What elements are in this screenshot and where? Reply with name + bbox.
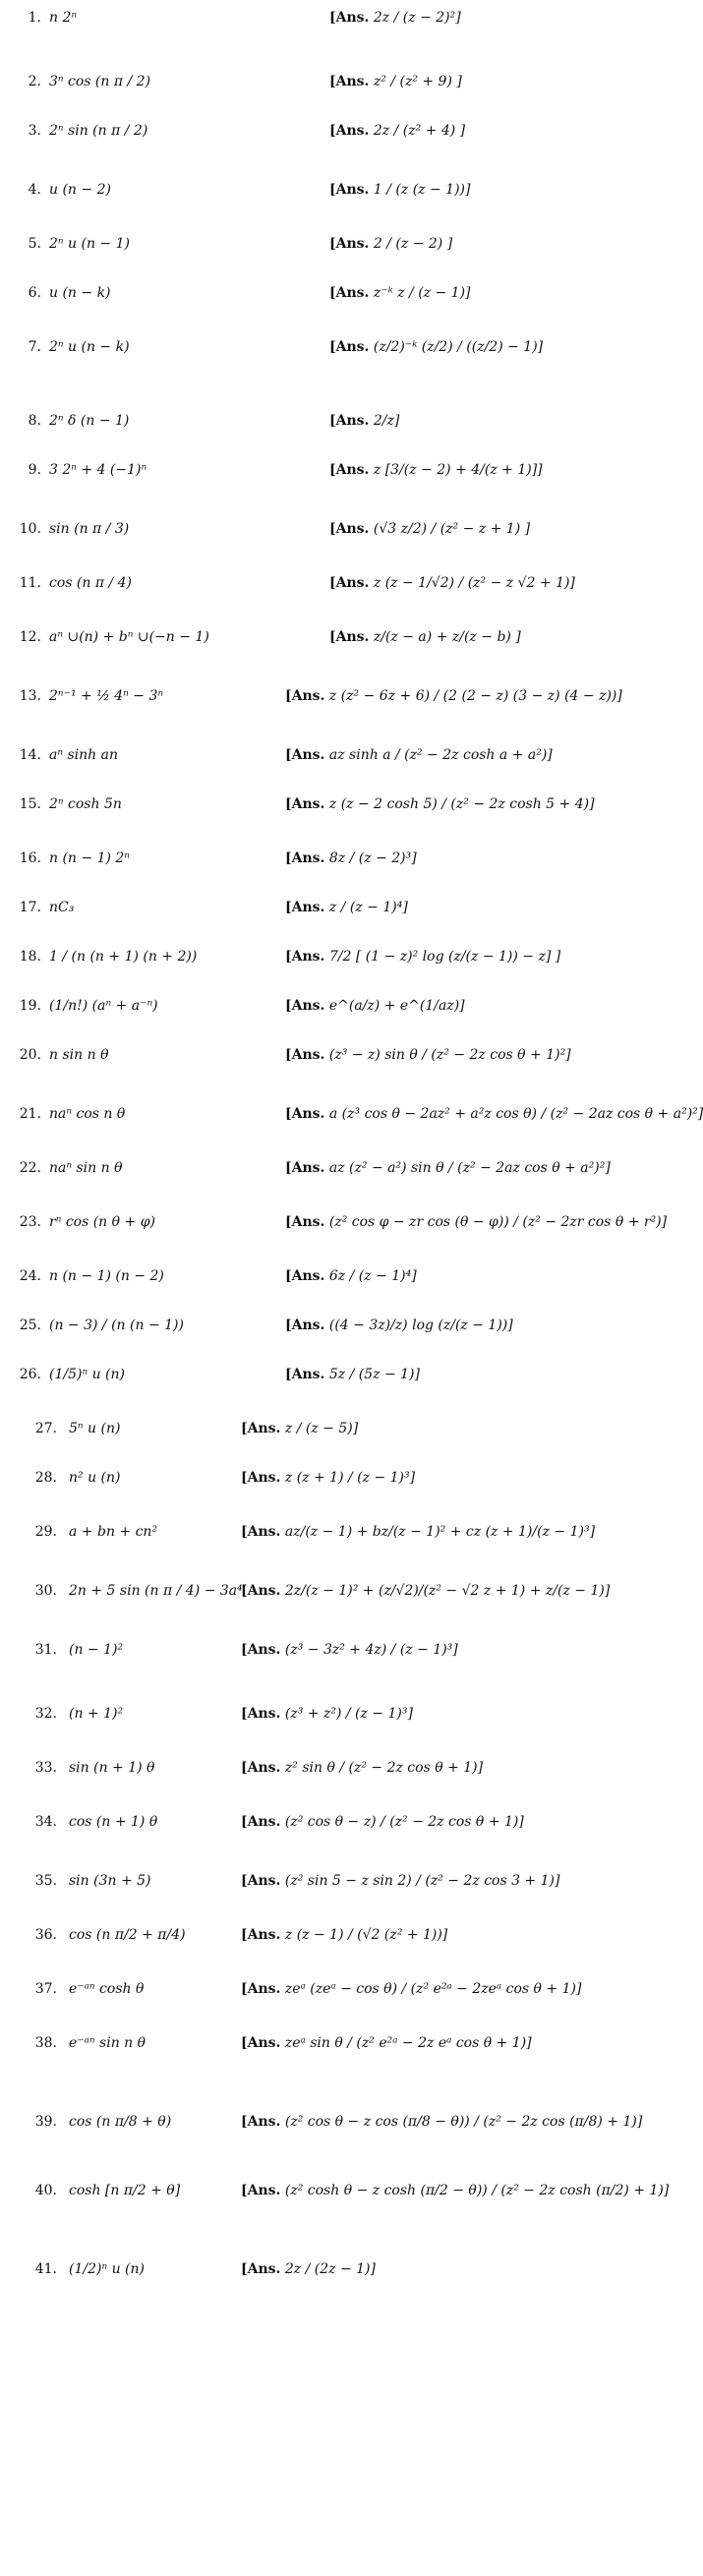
problem-expression: (1/5)ⁿ u (n) (49, 1367, 125, 1382)
problem-number: 32. (34, 1706, 57, 1722)
problem-expression: 1 / (n (n + 1) (n + 2)) (49, 949, 198, 965)
problem-expression: u (n − k) (49, 285, 111, 301)
answer-label: [Ans. (329, 575, 370, 591)
problem-expression: 2ⁿ⁻¹ + ½ 4ⁿ − 3ⁿ (49, 688, 164, 704)
problem-expression: n 2ⁿ (49, 10, 78, 26)
problem-number: 20. (19, 1047, 41, 1063)
problem-number: 36. (34, 1927, 57, 1943)
answer-value: 7/2 [ (1 − z)² log (z/(z − 1)) − z] ] (328, 949, 561, 965)
answer-label: [Ans. (285, 1160, 325, 1176)
problem-number: 26. (19, 1367, 41, 1382)
problem-number: 28. (34, 1470, 57, 1486)
problem-answer (285, 949, 560, 965)
answer-value: 6z / (z − 1)⁴] (328, 1268, 417, 1284)
answer-label: [Ans. (285, 747, 325, 763)
answer-value: (z³ + z²) / (z − 1)³] (284, 1706, 413, 1722)
problem-number: 29. (34, 1524, 57, 1540)
problem-number: 15. (19, 796, 41, 812)
problem-answer (285, 1317, 513, 1333)
problem-expression: 2ⁿ u (n − k) (49, 339, 130, 355)
problem-expression: 2ⁿ sin (n π / 2) (49, 123, 148, 139)
problem-expression: e⁻ᵃⁿ sin n θ (69, 2035, 146, 2051)
problem-expression: cos (n + 1) θ (69, 1814, 158, 1830)
answer-label: [Ans. (285, 796, 325, 812)
answer-value: z / (z − 1)⁴] (328, 900, 408, 915)
answer-value: az (z² − a²) sin θ / (z² − 2az cos θ + a²)²] (328, 1160, 611, 1176)
answer-label: [Ans. (241, 1981, 281, 1997)
problem-expression: nC₃ (49, 900, 75, 915)
problem-expression: n (n − 1) 2ⁿ (49, 850, 130, 866)
answer-value: (z² cosh θ − z cosh (π/2 − θ)) / (z² − 2z cosh (π/2) + 1)] (284, 2183, 670, 2198)
problem-expression: 2ⁿ cosh 5n (49, 796, 122, 812)
answer-label: [Ans. (329, 74, 370, 89)
problem-number: 11. (19, 575, 41, 591)
problem-number: 31. (34, 1642, 57, 1658)
problem-number: 22. (19, 1160, 41, 1176)
problem-answer (285, 747, 553, 763)
answer-label: [Ans. (241, 1927, 281, 1943)
answer-value: e^(a/z) + e^(1/az)] (328, 998, 465, 1014)
answer-value: 2 / (z − 2) ] (373, 236, 453, 252)
answer-label: [Ans. (329, 182, 370, 198)
problem-number: 23. (19, 1214, 41, 1230)
answer-label: [Ans. (329, 123, 370, 139)
problem-number: 37. (34, 1981, 57, 1997)
problem-answer (241, 1706, 413, 1722)
problem-answer (241, 1524, 595, 1540)
problem-number: 6. (28, 285, 41, 301)
answer-value: 1 / (z (z − 1))] (373, 182, 471, 198)
answer-value: a (z³ cos θ − 2az² + a²z cos θ) / (z² − 2az cos θ + a²)²] (328, 1106, 703, 1122)
answer-value: ((4 − 3z)/z) log (z/(z − 1))] (328, 1317, 513, 1333)
answer-value: 2z / (z − 2)²] (373, 10, 461, 26)
problem-expression: e⁻ᵃⁿ cosh θ (69, 1981, 145, 1997)
problem-answer (241, 1470, 415, 1486)
answer-label: [Ans. (285, 1214, 325, 1230)
problem-number: 33. (34, 1760, 57, 1776)
answer-value: 2z/(z − 1)² + (z/√2)/(z² − √2 z + 1) + z/(z − 1)] (284, 1583, 611, 1599)
problem-expression: 5ⁿ u (n) (69, 1421, 121, 1436)
answer-value: zeᵃ sin θ / (z² e²ᵃ − 2z eᵃ cos θ + 1)] (284, 2035, 532, 2051)
answer-label: [Ans. (241, 2035, 281, 2051)
problem-number: 2. (28, 74, 41, 89)
problem-answer (241, 1814, 524, 1830)
problem-answer (285, 1160, 611, 1176)
answer-label: [Ans. (241, 1524, 281, 1540)
answer-label: [Ans. (241, 1706, 281, 1722)
problem-expression: (1/2)ⁿ u (n) (69, 2261, 145, 2277)
answer-value: z/(z − a) + z/(z − b) ] (373, 629, 521, 645)
answer-value: z (z − 1) / (√2 (z² + 1))] (284, 1927, 448, 1943)
answer-value: (z³ − z) sin θ / (z² − 2z cos θ + 1)²] (328, 1047, 571, 1063)
problem-number: 8. (28, 413, 41, 429)
problem-answer (329, 236, 452, 252)
problem-expression: n sin n θ (49, 1047, 109, 1063)
problem-number: 41. (34, 2261, 57, 2277)
problem-number: 40. (34, 2183, 57, 2198)
problem-expression: sin (3n + 5) (69, 1873, 151, 1889)
problem-expression: (n − 1)² (69, 1642, 124, 1658)
answer-value: z (z − 2 cosh 5) / (z² − 2z cosh 5 + 4)] (328, 796, 595, 812)
problem-answer (241, 1927, 447, 1943)
answer-label: [Ans. (285, 949, 325, 965)
problem-expression: aⁿ ∪(n) + bⁿ ∪(−n − 1) (49, 629, 209, 645)
problem-answer (329, 413, 399, 429)
problem-answer (241, 1583, 610, 1599)
problem-number: 38. (34, 2035, 57, 2051)
problem-answer (285, 1268, 417, 1284)
problem-expression: n² u (n) (69, 1470, 121, 1486)
answer-label: [Ans. (285, 1106, 325, 1122)
problem-answer (285, 998, 465, 1014)
problem-expression: cos (n π / 4) (49, 575, 133, 591)
answer-label: [Ans. (329, 10, 370, 26)
problem-number: 10. (19, 521, 41, 537)
problem-expression: aⁿ sinh an (49, 747, 118, 763)
problem-expression: naⁿ cos n θ (49, 1106, 126, 1122)
problem-answer (241, 2114, 642, 2130)
answer-label: [Ans. (241, 1583, 281, 1599)
answer-value: z² / (z² + 9) ] (373, 74, 462, 89)
answer-label: [Ans. (285, 1317, 325, 1333)
answer-value: z / (z − 5)] (284, 1421, 359, 1436)
answer-value: az sinh a / (z² − 2z cosh a + a²)] (328, 747, 553, 763)
problem-answer (285, 796, 595, 812)
answer-value: (z² sin 5 − z sin 2) / (z² − 2z cos 3 + 1)] (284, 1873, 560, 1889)
answer-value: (√3 z/2) / (z² − z + 1) ] (373, 521, 531, 537)
problem-answer (241, 1421, 358, 1436)
answer-value: z (z² − 6z + 6) / (2 (2 − z) (3 − z) (4 − z))] (328, 688, 622, 704)
answer-value: 2z / (2z − 1)] (284, 2261, 376, 2277)
problem-answer (285, 900, 408, 915)
answer-label: [Ans. (241, 1760, 281, 1776)
answer-value: z [3/(z − 2) + 4/(z + 1)]] (373, 462, 543, 478)
problem-expression: a + bn + cn² (69, 1524, 158, 1540)
problem-answer (329, 339, 543, 355)
answer-label: [Ans. (285, 900, 325, 915)
problem-number: 21. (19, 1106, 41, 1122)
problem-number: 17. (19, 900, 41, 915)
problem-answer (329, 123, 465, 139)
problem-answer (285, 850, 417, 866)
problem-expression: 3ⁿ cos (n π / 2) (49, 74, 151, 89)
problem-number: 18. (19, 949, 41, 965)
problem-answer (241, 2035, 532, 2051)
problem-number: 9. (28, 462, 41, 478)
answer-label: [Ans. (241, 1421, 281, 1436)
problem-number: 27. (34, 1421, 57, 1436)
problem-number: 5. (28, 236, 41, 252)
answer-value: 8z / (z − 2)³] (328, 850, 417, 866)
answer-label: [Ans. (329, 285, 370, 301)
answer-value: z (z + 1) / (z − 1)³] (284, 1470, 416, 1486)
problem-answer (241, 2261, 376, 2277)
problem-number: 39. (34, 2114, 57, 2130)
problem-number: 35. (34, 1873, 57, 1889)
problem-answer (329, 462, 543, 478)
answer-label: [Ans. (285, 1268, 325, 1284)
problem-answer (329, 629, 521, 645)
problem-answer (241, 1873, 559, 1889)
answer-label: [Ans. (285, 850, 325, 866)
problem-answer (329, 285, 471, 301)
problem-answer (285, 1106, 703, 1122)
problem-number: 34. (34, 1814, 57, 1830)
problem-expression: 2n + 5 sin (n π / 4) − 3a⁴ (69, 1583, 243, 1599)
answer-value: zeᵃ (zeᵃ − cos θ) / (z² e²ᵃ − 2zeᵃ cos θ + 1)] (284, 1981, 582, 1997)
problem-answer (329, 74, 462, 89)
problem-expression: 3 2ⁿ + 4 (−1)ⁿ (49, 462, 147, 478)
answer-label: [Ans. (241, 1470, 281, 1486)
answer-value: az/(z − 1) + bz/(z − 1)² + cz (z + 1)/(z − 1)³] (284, 1524, 596, 1540)
answer-value: 2z / (z² + 4) ] (373, 123, 466, 139)
problem-expression: naⁿ sin n θ (49, 1160, 123, 1176)
problem-answer (285, 688, 622, 704)
problem-answer (329, 521, 530, 537)
problem-answer (285, 1214, 667, 1230)
problem-number: 4. (28, 182, 41, 198)
problem-expression: 2ⁿ u (n − 1) (49, 236, 130, 252)
answer-label: [Ans. (241, 1873, 281, 1889)
problem-answer (329, 10, 461, 26)
answer-label: [Ans. (241, 2261, 281, 2277)
answer-label: [Ans. (329, 629, 370, 645)
problem-expression: (n − 3) / (n (n − 1)) (49, 1317, 184, 1333)
problem-answer (241, 2183, 669, 2198)
problem-expression: rⁿ cos (n θ + φ) (49, 1214, 155, 1230)
answer-label: [Ans. (329, 413, 370, 429)
problem-expression: cos (n π/8 + θ) (69, 2114, 172, 2130)
answer-value: (z² cos θ − z) / (z² − 2z cos θ + 1)] (284, 1814, 524, 1830)
answer-value: 5z / (5z − 1)] (328, 1367, 420, 1382)
problem-answer (329, 182, 470, 198)
answer-label: [Ans. (329, 521, 370, 537)
problem-answer (241, 1981, 581, 1997)
answer-value: (z² cos θ − z cos (π/8 − θ)) / (z² − 2z cos (π/8) + 1)] (284, 2114, 643, 2130)
answer-value: (z³ − 3z² + 4z) / (z − 1)³] (284, 1642, 458, 1658)
answer-label: [Ans. (285, 1047, 325, 1063)
answer-label: [Ans. (241, 1642, 281, 1658)
problem-expression: u (n − 2) (49, 182, 111, 198)
problem-answer (241, 1760, 483, 1776)
problem-number: 14. (19, 747, 41, 763)
answer-value: 2/z] (373, 413, 400, 429)
answer-value: z (z − 1/√2) / (z² − z √2 + 1)] (373, 575, 575, 591)
problem-expression: cosh [n π/2 + θ] (69, 2183, 181, 2198)
answer-label: [Ans. (329, 462, 370, 478)
problem-expression: (n + 1)² (69, 1706, 124, 1722)
problem-number: 30. (34, 1583, 57, 1599)
problem-number: 3. (28, 123, 41, 139)
problem-expression: n (n − 1) (n − 2) (49, 1268, 164, 1284)
problem-number: 19. (19, 998, 41, 1014)
answer-label: [Ans. (329, 236, 370, 252)
problem-expression: (1/n!) (aⁿ + a⁻ⁿ) (49, 998, 158, 1014)
answer-value: (z² cos φ − zr cos (θ − φ)) / (z² − 2zr cos θ + r²)] (328, 1214, 668, 1230)
problem-expression: sin (n + 1) θ (69, 1760, 155, 1776)
problem-answer (285, 1047, 571, 1063)
answer-label: [Ans. (329, 339, 370, 355)
answer-label: [Ans. (285, 1367, 325, 1382)
answer-label: [Ans. (241, 2183, 281, 2198)
problem-answer (241, 1642, 458, 1658)
answer-label: [Ans. (241, 2114, 281, 2130)
answer-label: [Ans. (241, 1814, 281, 1830)
problem-expression: sin (n π / 3) (49, 521, 130, 537)
answer-label: [Ans. (285, 998, 325, 1014)
problem-answer (285, 1367, 420, 1382)
problem-number: 1. (28, 10, 41, 26)
answer-value: z² sin θ / (z² − 2z cos θ + 1)] (284, 1760, 484, 1776)
answer-value: z⁻ᵏ z / (z − 1)] (373, 285, 471, 301)
answer-value: (z/2)⁻ᵏ (z/2) / ((z/2) − 1)] (373, 339, 544, 355)
problem-answer (329, 575, 575, 591)
answer-label: [Ans. (285, 688, 325, 704)
problem-expression: 2ⁿ δ (n − 1) (49, 413, 130, 429)
problem-expression: cos (n π/2 + π/4) (69, 1927, 186, 1943)
problem-number: 12. (19, 629, 41, 645)
problem-number: 7. (28, 339, 41, 355)
problem-number: 25. (19, 1317, 41, 1333)
problem-number: 13. (19, 688, 41, 704)
problem-number: 24. (19, 1268, 41, 1284)
problem-number: 16. (19, 850, 41, 866)
